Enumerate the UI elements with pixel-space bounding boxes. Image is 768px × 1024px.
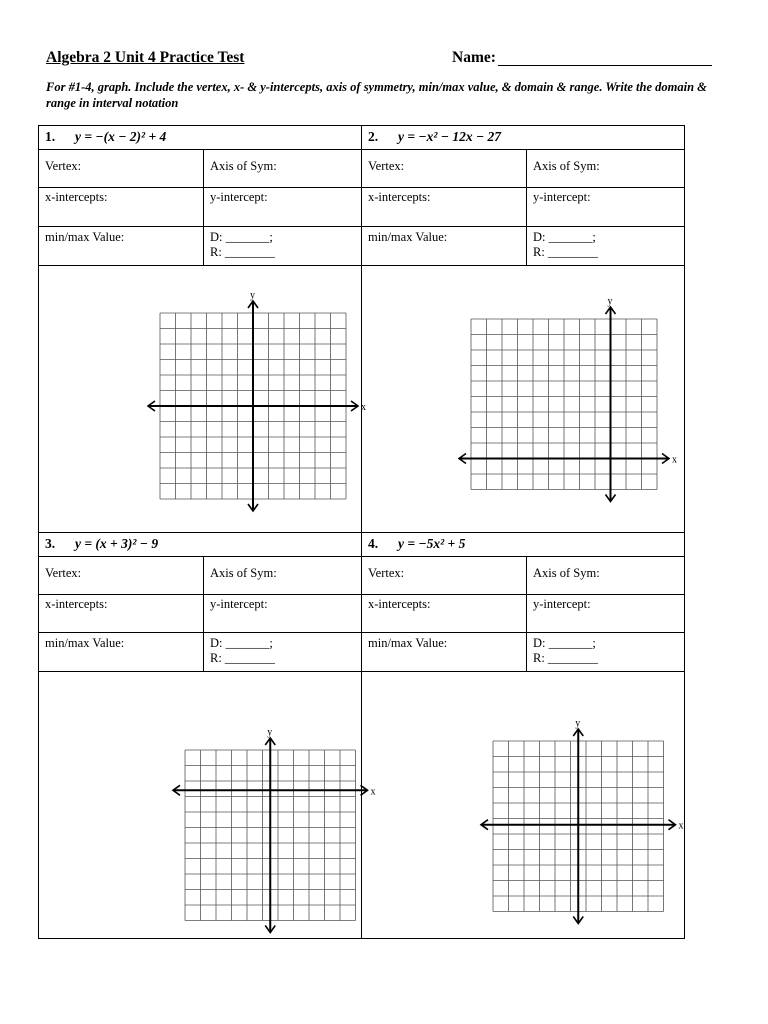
- x-axis-label: x: [678, 820, 684, 832]
- problem-4-equation: [362, 533, 684, 556]
- y-axis-label: y: [267, 727, 273, 738]
- vertex-field[interactable]: Vertex:: [368, 566, 405, 580]
- problem-number: 3.: [45, 536, 56, 551]
- grid-lines: [185, 750, 356, 921]
- page-title: Algebra 2 Unit 4 Practice Test: [46, 49, 245, 66]
- domain-field[interactable]: D: _______;: [533, 636, 596, 650]
- minmax-value-field[interactable]: min/max Value:: [45, 230, 125, 244]
- equation-text: y = (x + 3)² − 9: [75, 536, 159, 551]
- y-axis: [606, 307, 616, 502]
- domain-field[interactable]: D: _______;: [210, 636, 273, 650]
- grid-lines: [160, 313, 346, 499]
- y-axis-label: y: [575, 718, 581, 729]
- name-field[interactable]: [498, 51, 712, 66]
- x-axis: [173, 785, 368, 795]
- domain-field[interactable]: D: _______;: [210, 230, 273, 244]
- y-intercept-field[interactable]: y-intercept:: [533, 190, 591, 204]
- instructions: For #1-4, graph. Include the vertex, x- & y-intercepts, axis of symmetry, min/max value, & domain & range. Write the domain & range in interval notation: [46, 80, 707, 110]
- grid-lines: [471, 319, 657, 490]
- y-intercept-field[interactable]: y-intercept:: [533, 597, 591, 611]
- x-axis: [481, 820, 676, 830]
- y-intercept-field[interactable]: y-intercept:: [210, 190, 268, 204]
- equation-text: y = −(x − 2)² + 4: [75, 129, 167, 144]
- y-axis: [573, 729, 583, 924]
- x-axis-label: x: [672, 454, 677, 466]
- grid-lines: [493, 741, 664, 912]
- vertex-field[interactable]: Vertex:: [368, 159, 405, 173]
- y-axis-label: y: [250, 290, 255, 301]
- range-field[interactable]: R: ________: [533, 245, 598, 259]
- x-axis: [148, 401, 358, 411]
- vertex-field[interactable]: Vertex:: [45, 159, 82, 173]
- range-field[interactable]: R: ________: [210, 651, 275, 665]
- equation-text: y = −x² − 12x − 27: [398, 129, 502, 144]
- problem-number: 4.: [368, 536, 379, 551]
- problem-3-equation: [39, 533, 361, 556]
- y-axis-label: y: [607, 296, 613, 307]
- x-intercepts-field[interactable]: x-intercepts:: [368, 597, 431, 611]
- axis-of-symmetry-field[interactable]: Axis of Sym:: [533, 566, 600, 580]
- domain-field[interactable]: D: _______;: [533, 230, 596, 244]
- problem-2-equation: [362, 126, 684, 149]
- x-intercepts-field[interactable]: x-intercepts:: [45, 597, 108, 611]
- axis-of-symmetry-field[interactable]: Axis of Sym:: [210, 566, 277, 580]
- axis-of-symmetry-field[interactable]: Axis of Sym:: [210, 159, 277, 173]
- x-axis-label: x: [370, 786, 376, 798]
- minmax-value-field[interactable]: min/max Value:: [45, 636, 125, 650]
- x-axis-label: x: [361, 402, 366, 413]
- x-intercepts-field[interactable]: x-intercepts:: [45, 190, 108, 204]
- range-field[interactable]: R: ________: [210, 245, 275, 259]
- problem-number: 2.: [368, 129, 379, 144]
- y-axis: [248, 301, 258, 511]
- y-intercept-field[interactable]: y-intercept:: [210, 597, 268, 611]
- name-label: Name:: [452, 49, 496, 66]
- problem-1-equation: [39, 126, 361, 149]
- axis-of-symmetry-field[interactable]: Axis of Sym:: [533, 159, 600, 173]
- minmax-value-field[interactable]: min/max Value:: [368, 230, 448, 244]
- y-axis: [265, 738, 275, 933]
- problem-number: 1.: [45, 129, 56, 144]
- minmax-value-field[interactable]: min/max Value:: [368, 636, 448, 650]
- vertex-field[interactable]: Vertex:: [45, 566, 82, 580]
- x-axis: [459, 454, 669, 464]
- x-intercepts-field[interactable]: x-intercepts:: [368, 190, 431, 204]
- equation-text: y = −5x² + 5: [398, 536, 466, 551]
- range-field[interactable]: R: ________: [533, 651, 598, 665]
